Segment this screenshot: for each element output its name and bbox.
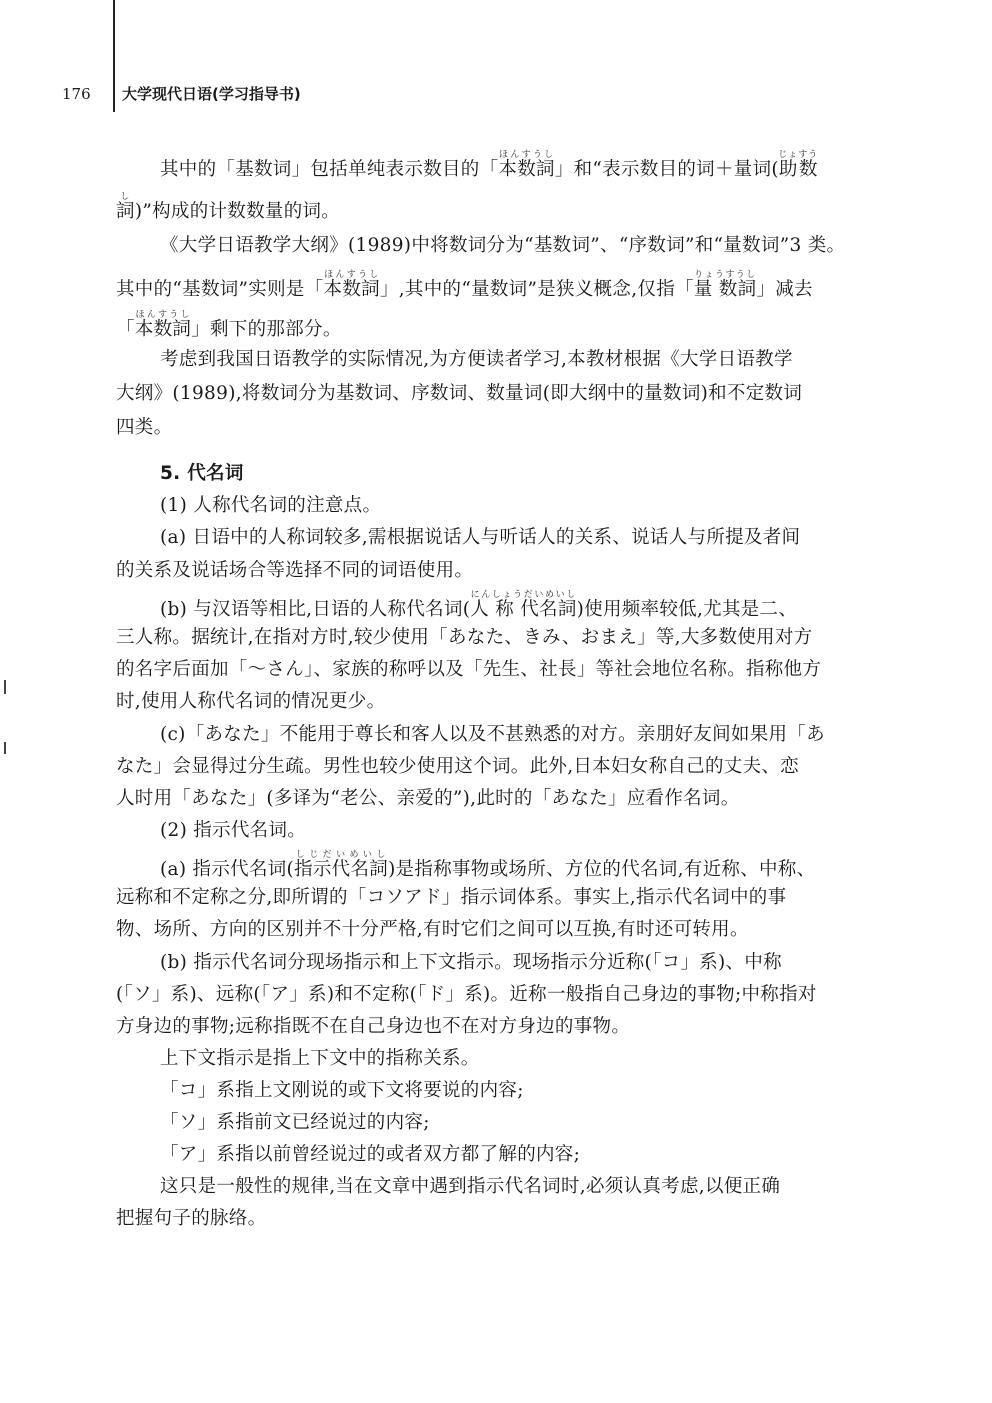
furigana-word: 詞し	[116, 192, 135, 222]
text-line: 的关系及说话场合等选择不同的词语使用。	[116, 560, 474, 581]
text-line: 《大学日语教学大纲》(1989)中将数词分为“基数词”、“序数词”和“量数词”3 类。	[160, 235, 846, 256]
text-line: 方身边的事物;远称指既不在自己身边也不在对方身边的事物。	[116, 1016, 631, 1037]
text-line: 「本数詞ほんすうし」剩下的那部分。	[116, 310, 342, 340]
text-line: 四类。	[116, 417, 173, 438]
text-line: 其中的“基数词”实则是「本数詞ほんすうし」,其中的“量数词”是狭义概念,仅指「量 数詞りょうすうし」减去	[116, 270, 813, 300]
text-line: (2) 指示代名词。	[160, 820, 307, 841]
text-line: (a) 日语中的人称词较多,需根据说话人与听话人的关系、说话人与所提及者间	[160, 527, 801, 548]
running-title: 大学现代日语(学习指导书)	[122, 85, 301, 103]
page-number: 176	[62, 85, 91, 103]
text-line: 考虑到我国日语教学的实际情况,为方便读者学习,本教材根据《大学日语教学	[160, 349, 793, 370]
text-line: (b) 与汉语等相比,日语的人称代名词(人 称 代名詞にんしょうだいめいし)使用频率较低,尤其是二、	[160, 590, 798, 620]
text-line: 这只是一般性的规律,当在文章中遇到指示代名词时,必须认真考虑,以便正确	[160, 1176, 781, 1197]
furigana-word: 指示代名詞しじだいめいし	[294, 850, 389, 880]
furigana-word: 本数詞ほんすうし	[134, 310, 192, 340]
text-line: 时,使用人称代名词的情况更少。	[116, 691, 386, 712]
scan-mark	[4, 742, 6, 754]
text-line: 「コ」系指上文刚说的或下文将要说的内容;	[160, 1080, 524, 1101]
furigana-word: 人 称 代名詞にんしょうだいめいし	[470, 590, 577, 620]
text-line: 其中的「基数词」包括单纯表示数目的「本数詞ほんすうし」和“表示数目的词＋量词(助数じょすう	[160, 150, 819, 180]
text-line: (c)「あなた」不能用于尊长和客人以及不甚熟悉的对方。亲朋好友间如果用「あ	[160, 724, 825, 745]
text-line: 的名字后面加「～さん」、家族的称呼以及「先生、社長」等社会地位名称。指称他方	[116, 659, 822, 680]
section-heading: 5. 代名词	[160, 463, 244, 484]
text-line: 远称和不定称之分,即所谓的「コソアド」指示词体系。事实上,指示代名词中的事	[116, 887, 787, 908]
text-line: 「ソ」系指前文已经说过的内容;	[160, 1112, 430, 1133]
text-line: 詞し)”构成的计数数量的词。	[116, 192, 341, 222]
text-line: 「ア」系指以前曾经说过的或者双方都了解的内容;	[160, 1144, 581, 1165]
text-line: (a) 指示代名词(指示代名詞しじだいめいし)是指称事物或场所、方位的代名词,有近称、中称、	[160, 850, 816, 880]
furigana-word: 本数詞ほんすうし	[323, 270, 380, 300]
text-line: (b) 指示代名词分现场指示和上下文指示。现场指示分近称(「コ」系)、中称	[160, 952, 782, 973]
scan-mark	[4, 680, 6, 694]
text-line: (「ソ」系)、远称(「ア」系)和不定称(「ド」系)。近称一般指自己身边的事物;中称指对	[116, 984, 817, 1005]
text-line: 物、场所、方向的区别并不十分严格,有时它们之间可以互换,有时还可转用。	[116, 919, 749, 940]
furigana-word: 量 数詞りょうすうし	[693, 270, 757, 300]
text-line: 大纲》(1989),将数词分为基数词、序数词、数量词(即大纲中的量数词)和不定数词	[116, 383, 803, 404]
text-line: 三人称。据统计,在指对方时,较少使用「あなた、きみ、おまえ」等,大多数使用对方	[116, 627, 813, 648]
text-line: なた」会显得过分生疏。男性也较少使用这个词。此外,日本妇女称自己的丈夫、恋	[116, 756, 799, 777]
text-line: (1) 人称代名词的注意点。	[160, 495, 382, 516]
furigana-word: 本数詞ほんすうし	[498, 150, 555, 180]
text-line: 把握句子的脉络。	[116, 1208, 267, 1229]
furigana-word: 助数じょすう	[778, 150, 819, 180]
text-line: 人时用「あなた」(多译为“老公、亲爱的”),此时的「あなた」应看作名词。	[116, 788, 740, 809]
page-header	[62, 82, 762, 106]
text-line: 上下文指示是指上下文中的指称关系。	[160, 1048, 480, 1069]
